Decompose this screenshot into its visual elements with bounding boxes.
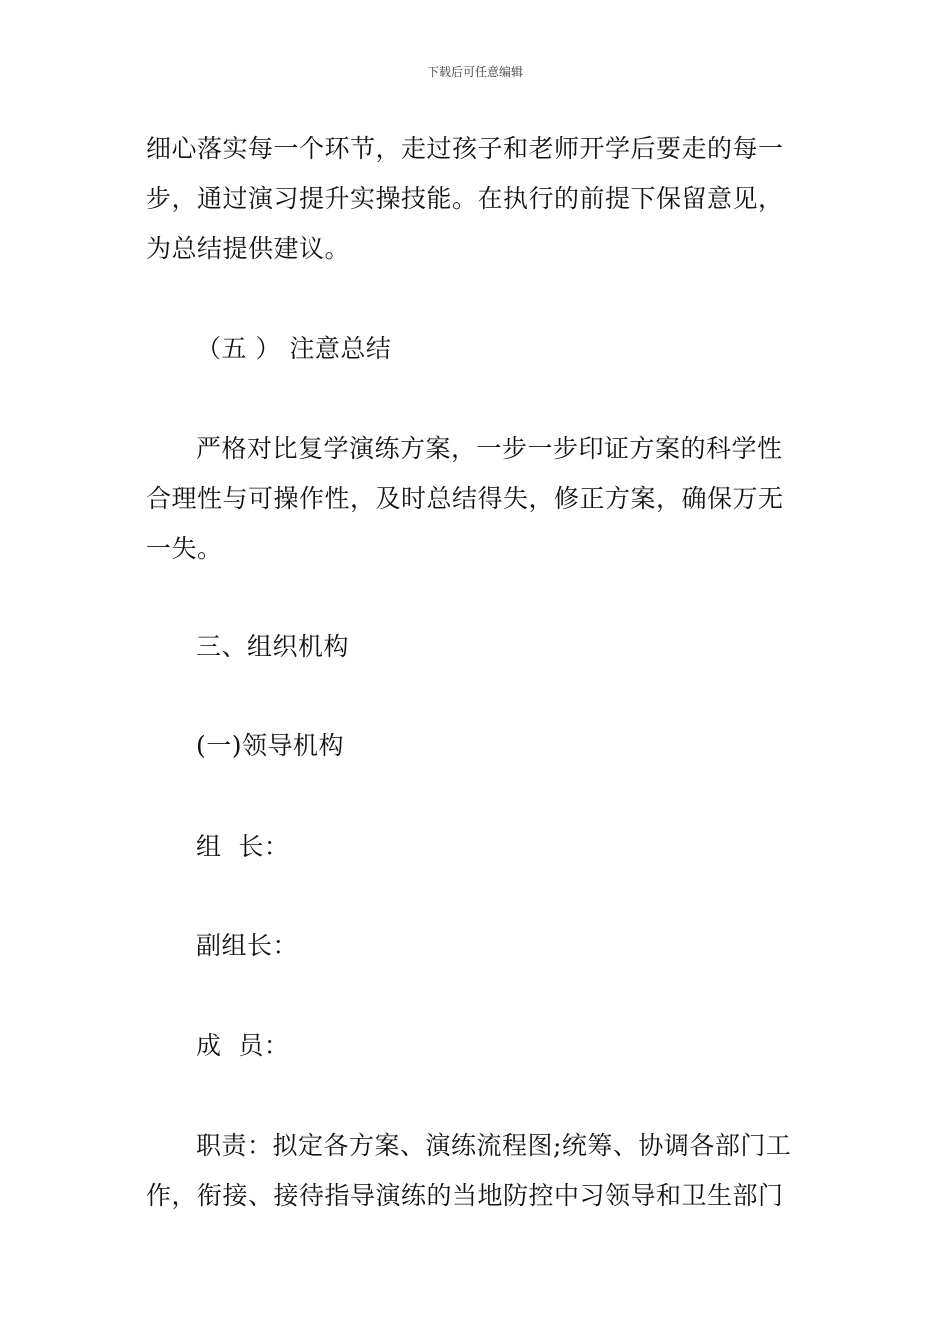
section-heading-five: （五 ） 注意总结	[196, 334, 392, 363]
paragraph-2	[146, 424, 808, 574]
paragraph-1-line-3: 为总结提供建议。	[146, 234, 351, 263]
paragraph-3-line-2: 作，衔接、接待指导演练的当地防控中习领导和卫生部门	[146, 1181, 784, 1210]
paragraph-3-line-1: 职责：拟定各方案、演练流程图;统筹、协调各部门工	[196, 1131, 792, 1160]
subsection-heading-leadership: (一)领导机构	[196, 731, 345, 760]
paragraph-2-line-1: 严格对比复学演练方案，一步一步印证方案的科学性	[196, 434, 783, 463]
paragraph-1-line-1: 细心落实每一个环节，走过孩子和老师开学后要走的每一	[146, 134, 784, 163]
section-heading-three: 三、组织机构	[196, 632, 350, 661]
leader-label: 组 长：	[196, 832, 290, 861]
paragraph-1	[146, 124, 808, 274]
page-header-note: 下载后可任意编辑	[426, 65, 523, 79]
vice-leader-label: 副组长：	[196, 931, 299, 960]
paragraph-3	[146, 1121, 808, 1221]
members-label: 成 员：	[196, 1031, 290, 1060]
paragraph-2-line-2: 合理性与可操作性，及时总结得失，修正方案，确保万无	[146, 484, 784, 513]
paragraph-2-line-3: 一失。	[146, 534, 223, 563]
paragraph-1-line-2: 步，通过演习提升实操技能。在执行的前提下保留意见，	[146, 184, 784, 213]
